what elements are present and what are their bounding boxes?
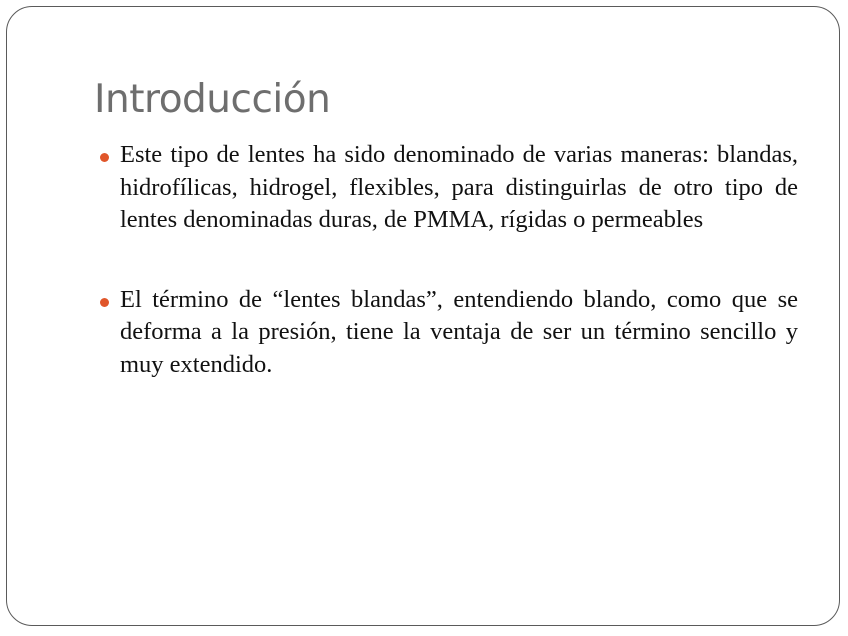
bullet-list [100, 139, 798, 381]
bullet-item [100, 139, 798, 237]
slide-title: Introducción [94, 77, 331, 122]
slide [6, 6, 840, 626]
bullet-dot-icon [100, 153, 109, 162]
bullet-dot-icon [100, 298, 109, 307]
bullet-text: Este tipo de lentes ha sido denominado de varias maneras: blandas, hidrofílicas, hidrogel, flexibles, para distinguirlas de otro tipo de lentes denominadas duras, de PMMA, rígidas o permeables [120, 141, 798, 233]
bullet-item [100, 284, 798, 382]
bullet-text: El término de “lentes blandas”, entendiendo blando, como que se deforma a la presión, tiene la ventaja de ser un término sencillo y muy extendido. [120, 285, 798, 378]
